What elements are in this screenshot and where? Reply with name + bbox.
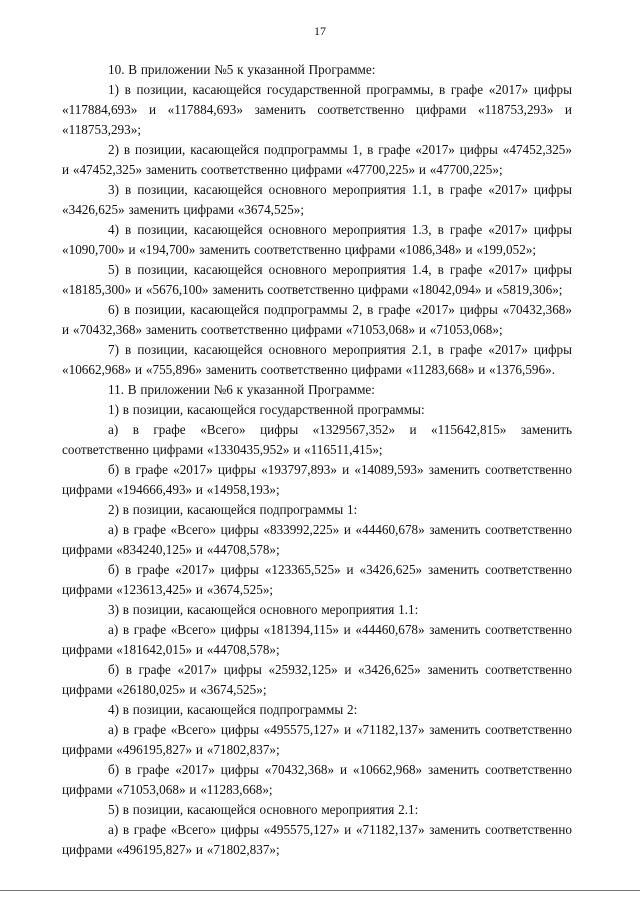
amendment-subitem: а) в графе «Всего» цифры «1329567,352» и «115642,815» заменить соответственно цифрами «1330435,952» и «116511,415»; [62,422,572,457]
amendment-item: 7) в позиции, касающейся основного мероприятия 2.1, в графе «2017» цифры «10662,968» и «755,896» заменить соответственно цифрами «11283,668» и «1376,596». [62,342,572,377]
document-body [62,60,572,860]
page-number: 17 [314,24,326,38]
amendment-item: 1) в позиции, касающейся государственной программы: [108,402,425,417]
amendment-subitem: б) в графе «2017» цифры «123365,525» и «3426,625» заменить соответственно цифрами «123613,425» и «3674,525»; [62,562,572,597]
amendment-subitem: б) в графе «2017» цифры «25932,125» и «3426,625» заменить соответственно цифрами «26180,025» и «3674,525»; [62,662,572,697]
scan-edge-divider [0,890,640,891]
amendment-subitem: б) в графе «2017» цифры «70432,368» и «10662,968» заменить соответственно цифрами «71053,068» и «11283,668»; [62,762,572,797]
amendment-subitem: а) в графе «Всего» цифры «495575,127» и «71182,137» заменить соответственно цифрами «496195,827» и «71802,837»; [62,722,572,757]
amendment-subitem: а) в графе «Всего» цифры «833992,225» и «44460,678» заменить соответственно цифрами «834240,125» и «44708,578»; [62,522,572,557]
amendment-item: 2) в позиции, касающейся подпрограммы 1, в графе «2017» цифры «47452,325» и «47452,325» заменить соответственно цифрами «47700,225» и «47700,225»; [62,142,572,177]
amendment-item: 4) в позиции, касающейся подпрограммы 2: [108,702,358,717]
section-10-heading: 10. В приложении №5 к указанной Программе: [108,62,376,77]
amendment-item: 4) в позиции, касающейся основного мероприятия 1.3, в графе «2017» цифры «1090,700» и «194,700» заменить соответственно цифрами «1086,348» и «199,052»; [62,222,572,257]
amendment-item: 5) в позиции, касающейся основного мероприятия 2.1: [108,802,419,817]
amendment-item: 3) в позиции, касающейся основного мероприятия 1.1: [108,602,419,617]
amendment-item: 3) в позиции, касающейся основного мероприятия 1.1, в графе «2017» цифры «3426,625» заменить цифрами «3674,525»; [62,182,572,217]
amendment-subitem: а) в графе «Всего» цифры «495575,127» и «71182,137» заменить соответственно цифрами «496195,827» и «71802,837»; [62,822,572,857]
amendment-subitem: а) в графе «Всего» цифры «181394,115» и «44460,678» заменить соответственно цифрами «181642,015» и «44708,578»; [62,622,572,657]
amendment-subitem: б) в графе «2017» цифры «193797,893» и «14089,593» заменить соответственно цифрами «194666,493» и «14958,193»; [62,462,572,497]
amendment-item: 1) в позиции, касающейся государственной программы, в графе «2017» цифры «117884,693» и «117884,693» заменить соответственно цифрами «118753,293» и «118753,293»; [62,82,572,137]
section-11-heading: 11. В приложении №6 к указанной Программе: [108,382,375,397]
amendment-item: 6) в позиции, касающейся подпрограммы 2, в графе «2017» цифры «70432,368» и «70432,368» заменить соответственно цифрами «71053,068» и «71053,068»; [62,302,572,337]
amendment-item: 2) в позиции, касающейся подпрограммы 1: [108,502,358,517]
amendment-item: 5) в позиции, касающейся основного мероприятия 1.4, в графе «2017» цифры «18185,300» и «5676,100» заменить соответственно цифрами «18042,094» и «5819,306»; [62,262,572,297]
